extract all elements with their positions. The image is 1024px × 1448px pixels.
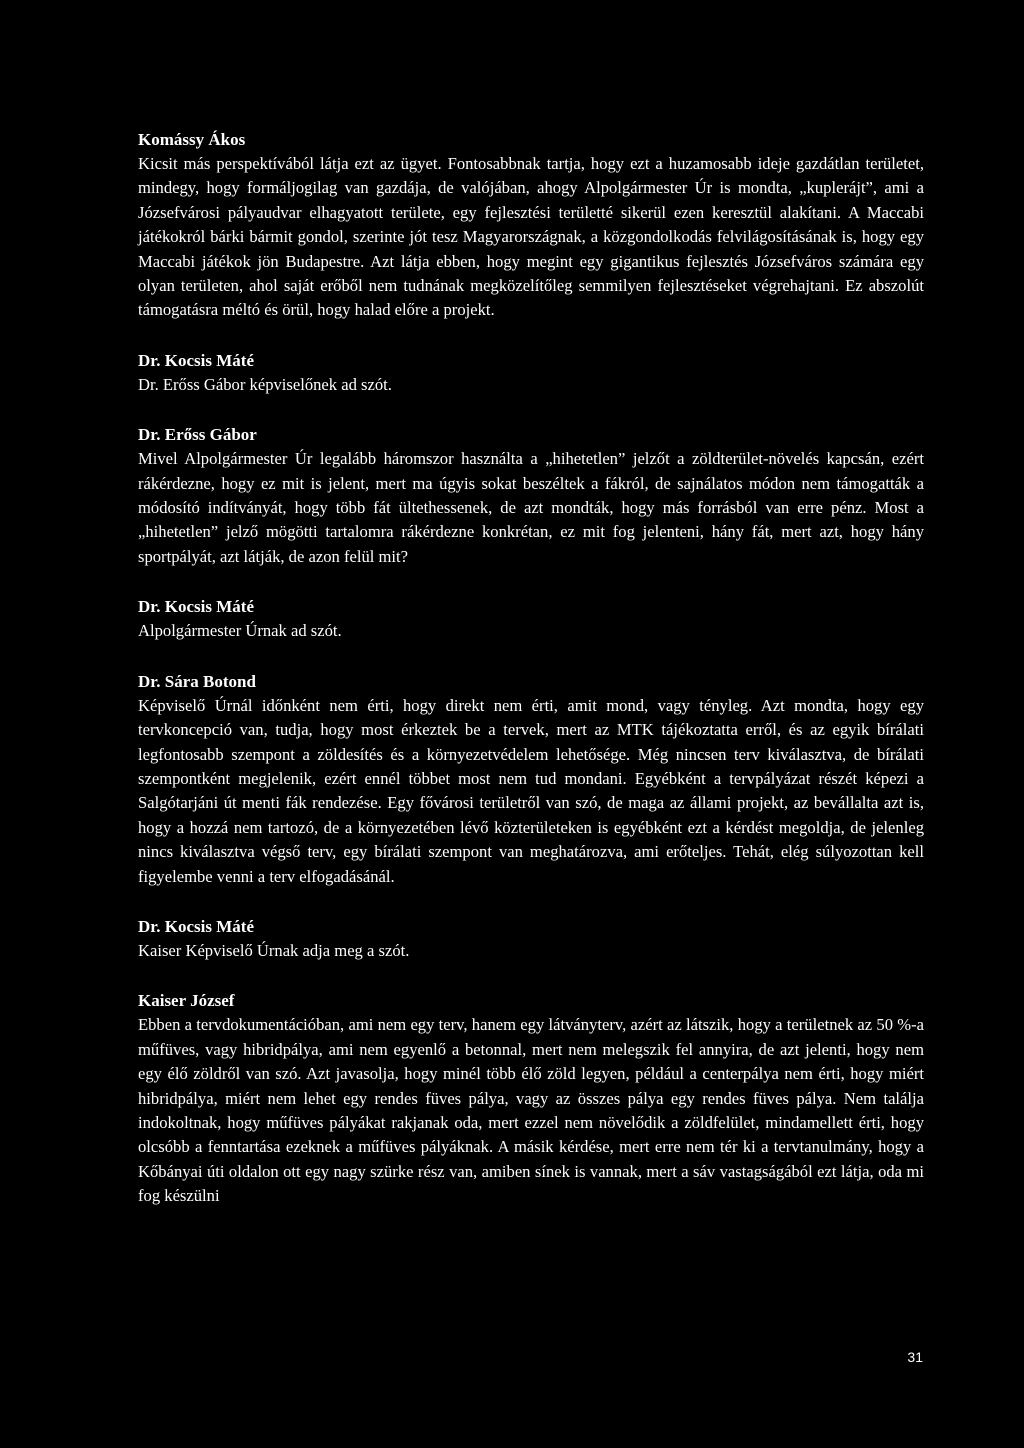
speech-text: Mivel Alpolgármester Úr legalább háromszor használta a „hihetetlen” jelzőt a zöldterület-növelés kapcsán, ezért rákérdezne, hogy ez mit is jelent, mert ma úgyis sokat beszéltek a fákról, de sajnálatos módon nem támogatták a módosító indítványát, hogy több fát ültethessenek, de azt mondták, hogy más forrásból van erre pénz. Most a „hihetetlen” jelző mögötti tartalomra rákérdezne konkrétan, ez mit fog jelenteni, hány fát, mert azt, hogy hány sportpályát, azt látják, de azon felül mit? [138, 449, 924, 566]
speech-text: Képviselő Úrnál időnként nem érti, hogy direkt nem érti, amit mond, vagy tényleg. Azt mondta, hogy egy tervkoncepció van, tudja, hogy most érkeztek be a tervek, mert az MTK tájékoztatta erről, és az egyik bírálati legfontosabb szempont a zöldesítés és a környezetvédelem lehetősége. Még nincsen terv kiválasztva, de bírálati szempontként megjelenik, ezért ennél többet most nem tud mondani. Egyébként a tervpályázat részét képezi a Salgótarjáni út menti fák rendezése. Egy fővárosi területről van szó, de maga az állami projekt, az bevállalta azt is, hogy a hozzá nem tartozó, de a környezetében lévő közterületeken is egyébként ezt a kérdést megoldja, de jelenleg nincs kiválasztva végső terv, egy bírálati szempont van meghatározva, ami erőteljes. Tehát, elég súlyozottan kell figyelembe venni a terv elfogadásánál. [138, 695, 924, 886]
speech-block-kocsis-2 [138, 595, 924, 643]
speaker-name: Dr. Kocsis Máté [138, 916, 254, 936]
speech-block-kocsis-1 [138, 349, 924, 397]
speech-block-kaiser [138, 989, 924, 1208]
speech-block-kocsis-3 [138, 915, 924, 963]
speaker-name: Dr. Sára Botond [138, 671, 256, 691]
speech-text: Ebben a tervdokumentációban, ami nem egy terv, hanem egy látványterv, azért az látszik, hogy a területnek az 50 %-a műfüves, vagy hibridpálya, ami nem egyenlő a betonnal, mert nem melegszik fel annyira, de azt jelenti, hogy nem egy élő zöldről van szó. Azt javasolja, hogy minél több élő zöld legyen, például a centerpálya nem érti, hogy miért hibridpálya, miért nem lehet egy rendes füves pálya, vagy az összes pálya egy rendes füves pálya. Nem találja indokoltnak, hogy műfüves pályákat rakjanak oda, mert ezzel nem növelődik a zöldfelület, mindamellett érti, hogy olcsóbb a fenntartása ezeknek a műfüves pályáknak. A másik kérdése, mert erre nem tér ki a tervtanulmány, hogy a Kőbányai úti oldalon ott egy nagy szürke rész van, amiben sínek is vannak, mert a sáv vastagságából ezt látja, oda mi fog készülni [138, 1015, 924, 1206]
speech-block-komassy [138, 128, 924, 323]
speech-block-sara [138, 670, 924, 889]
speech-block-eross [138, 423, 924, 569]
speaker-name: Dr. Kocsis Máté [138, 597, 254, 617]
speech-text: Kicsit más perspektívából látja ezt az ügyet. Fontosabbnak tartja, hogy ezt a huzamosabb ideje gazdátlan területet, mindegy, hogy formáljogilag van gazdája, de valójában, ahogy Alpolgármester Úr is mondta, „kuplerájt”, ami a Józsefvárosi pályaudvar elhagyatott területe, egy fejlesztési területté sikerül ezen keresztül alakítani. A Maccabi játékokról bárki bármit gondol, szerinte jót tesz Magyarországnak, a közgondolkodás felvilágosításának is, hogy egy Maccabi játékok jön Budapestre. Azt látja ebben, hogy megint egy gigantikus fejlesztés Józsefváros számára egy olyan területen, ahol saját erőből nem tudnának megközelítőleg semmilyen fejlesztéseket végrehajtani. Ez abszolút támogatásra méltó és örül, hogy halad előre a projekt. [138, 154, 924, 320]
speaker-name: Dr. Erőss Gábor [138, 425, 257, 445]
speech-text: Dr. Erőss Gábor képviselőnek ad szót. [138, 374, 392, 394]
speaker-name: Kaiser József [138, 991, 235, 1011]
speech-text: Alpolgármester Úrnak ad szót. [138, 621, 342, 641]
page-content [138, 128, 924, 1235]
page-number: 31 [907, 1349, 923, 1365]
speaker-name: Komássy Ákos [138, 130, 246, 149]
speaker-name: Dr. Kocsis Máté [138, 350, 254, 370]
speech-text: Kaiser Képviselő Úrnak adja meg a szót. [138, 940, 410, 960]
